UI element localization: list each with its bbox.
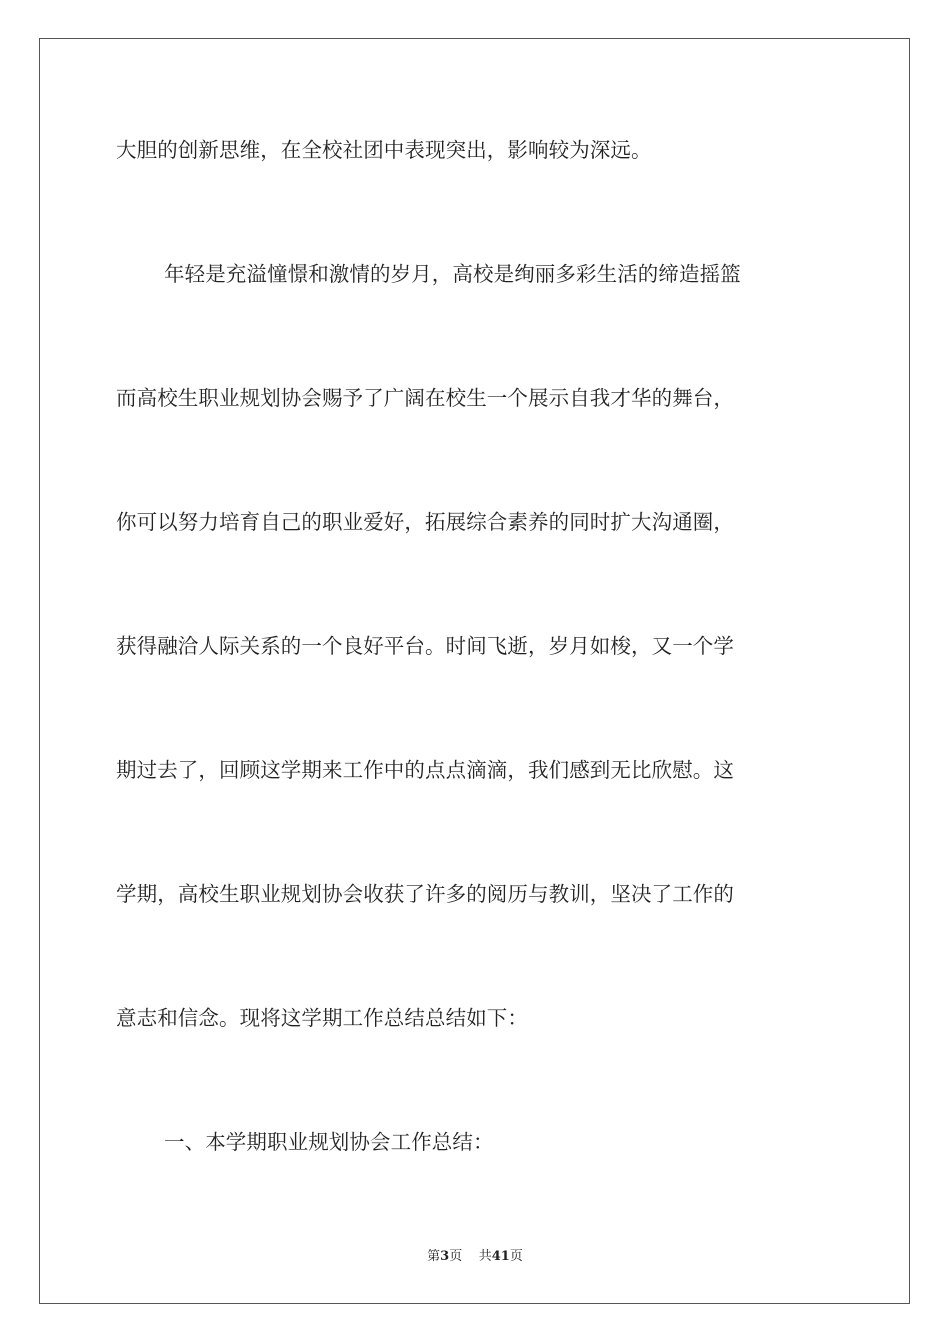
- paragraph-line-3: 而高校生职业规划协会赐予了广阔在校生一个展示自我才华的舞台，: [116, 386, 734, 410]
- section-heading: 一、本学期职业规划协会工作总结：: [164, 1130, 494, 1154]
- paragraph-line-7: 学期，高校生职业规划协会收获了许多的阅历与教训，坚决了工作的: [116, 882, 734, 906]
- footer-page-mid: 页 共: [449, 1249, 492, 1264]
- paragraph-line-6: 期过去了，回顾这学期来工作中的点点滴滴，我们感到无比欣慰。这: [116, 758, 734, 782]
- footer-page-total: 41: [491, 1249, 510, 1264]
- footer-page-current: 3: [440, 1249, 450, 1264]
- page-footer: [0, 1245, 950, 1264]
- footer-page-prefix: 第: [427, 1249, 441, 1264]
- footer-page-suffix: 页: [509, 1249, 523, 1264]
- paragraph-line-8: 意志和信念。现将这学期工作总结总结如下：: [116, 1006, 528, 1030]
- paragraph-line-2: 年轻是充溢憧憬和激情的岁月，高校是绚丽多彩生活的缔造摇篮: [164, 262, 741, 286]
- paragraph-line-1: 大胆的创新思维，在全校社团中表现突出，影响较为深远。: [116, 138, 652, 162]
- paragraph-line-4: 你可以努力培育自己的职业爱好，拓展综合素养的同时扩大沟通圈，: [116, 510, 734, 534]
- paragraph-line-5: 获得融洽人际关系的一个良好平台。时间飞逝，岁月如梭，又一个学: [116, 634, 734, 658]
- page-border: [39, 38, 910, 1304]
